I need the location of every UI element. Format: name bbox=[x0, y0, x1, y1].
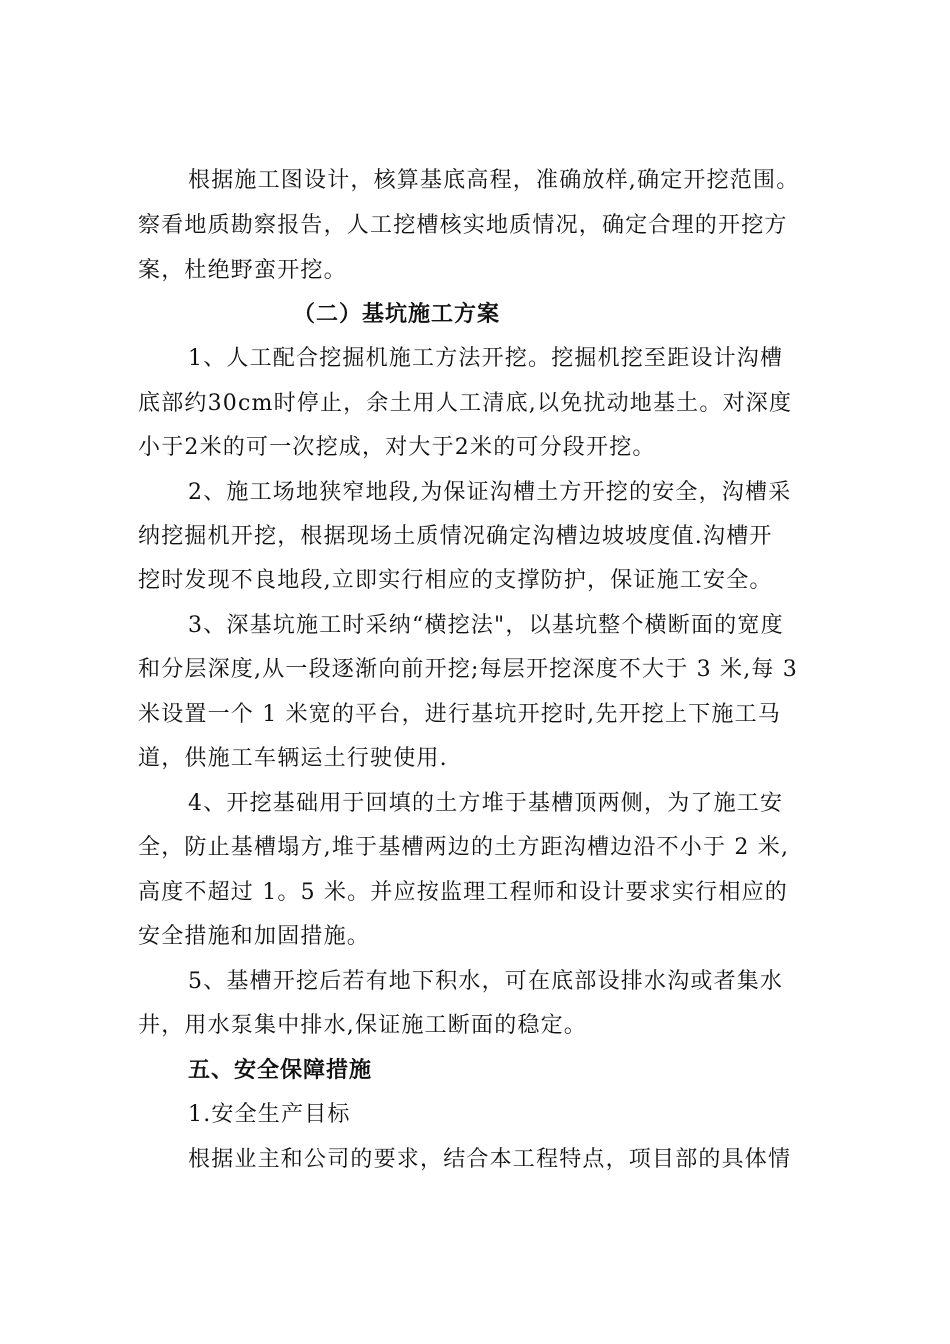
paragraph-line: 4、开挖基础用于回填的土方堆于基槽顶两侧，为了施工安 bbox=[188, 791, 784, 816]
paragraph-line: 挖时发现不良地段,立即实行相应的支撑防护，保证施工安全。 bbox=[138, 568, 773, 593]
paragraph-line: 纳挖掘机开挖，根据现场土质情况确定沟槽边坡坡度值.沟槽开 bbox=[138, 524, 773, 549]
paragraph-line: 井，用水泵集中排水,保证施工断面的稳定。 bbox=[138, 1013, 587, 1038]
section-heading: （二）基坑施工方案 bbox=[293, 302, 501, 327]
paragraph-line: 安全措施和加固措施。 bbox=[138, 924, 371, 949]
paragraph-line: 2、施工场地狭窄地段,为保证沟槽土方开挖的安全，沟槽采 bbox=[188, 480, 792, 505]
paragraph-line: 小于2米的可一次挖成，对大于2米的可分段开挖。 bbox=[138, 435, 656, 460]
paragraph-line: 察看地质勘察报告，人工挖槽核实地质情况，确定合理的开挖方 bbox=[138, 213, 788, 238]
paragraph-line: 根据业主和公司的要求，结合本工程特点，项目部的具体情 bbox=[188, 1147, 792, 1172]
paragraph-line: 和分层深度,从一段逐渐向前开挖;每层开挖深度不大于 3 米,每 3 bbox=[138, 657, 798, 682]
paragraph-line: 底部约30cm时停止，余土用人工清底,以免扰动地基土。对深度 bbox=[138, 391, 793, 416]
paragraph-line: 5、基槽开挖后若有地下积水，可在底部设排水沟或者集水 bbox=[188, 969, 784, 994]
paragraph-line: 1.安全生产目标 bbox=[188, 1102, 351, 1127]
paragraph-line: 根据施工图设计，核算基底高程，准确放样,确定开挖范围。 bbox=[188, 168, 800, 193]
paragraph-line: 道，供施工车辆运土行驶使用. bbox=[138, 746, 448, 771]
paragraph-line: 1、人工配合挖掘机施工方法开挖。挖掘机挖至距设计沟槽 bbox=[188, 346, 784, 371]
paragraph-line: 3、深基坑施工时采纳“横挖法"，以基坑整个横断面的宽度 bbox=[188, 613, 784, 638]
paragraph-line: 案，杜绝野蛮开挖。 bbox=[138, 258, 347, 283]
section-heading: 五、安全保障措施 bbox=[188, 1058, 373, 1083]
paragraph-line: 全，防止基槽塌方,堆于基槽两边的土方距沟槽边沿不小于 2 米, bbox=[138, 835, 790, 860]
paragraph-line: 米设置一个 1 米宽的平台，进行基坑开挖时,先开挖上下施工马 bbox=[138, 702, 781, 727]
paragraph-line: 高度不超过 1。5 米。并应按监理工程师和设计要求实行相应的 bbox=[138, 880, 788, 905]
